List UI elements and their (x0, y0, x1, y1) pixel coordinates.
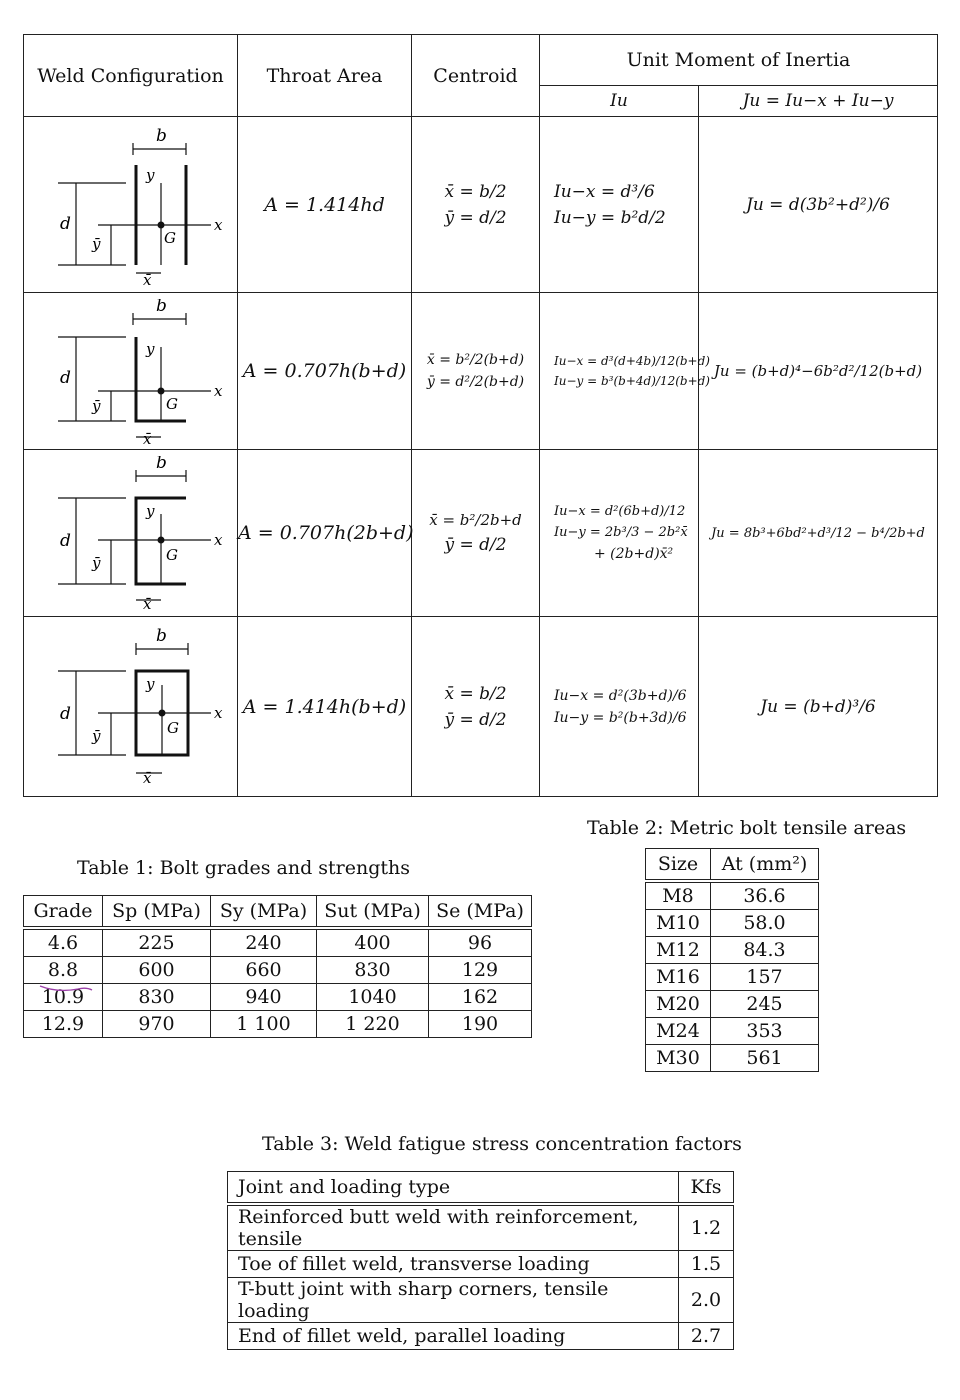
svg-text:y: y (145, 165, 154, 184)
header-unit-moment: Unit Moment of Inertia (540, 35, 938, 86)
diagram-c-weld (24, 450, 238, 617)
svg-text:x: x (213, 381, 222, 400)
t3-cell: T-butt joint with sharp corners, tensile loading (228, 1278, 679, 1323)
t2-cell: M8 (646, 881, 711, 910)
iuy-1: Iu−y = b²d/2 (554, 207, 666, 228)
t3-header-joint: Joint and loading type (228, 1172, 679, 1205)
svg-text:ȳ: ȳ (91, 396, 100, 415)
table-row (228, 1278, 734, 1323)
t2-cell: 84.3 (711, 937, 819, 964)
iu-2 (540, 293, 710, 450)
weld-diagram-2 (36, 299, 226, 444)
t1-cell: 225 (103, 928, 211, 957)
weld-diagram-4 (36, 627, 226, 787)
t2-cell: 36.6 (711, 881, 819, 910)
svg-text:y: y (145, 674, 154, 693)
t1-cell: 660 (211, 957, 317, 984)
table-row (24, 928, 532, 957)
centroid-x-1: x̄ = b/2 (444, 181, 507, 202)
t3-cell: Toe of fillet weld, transverse loading (228, 1251, 679, 1278)
table-row (228, 1204, 734, 1251)
t3-cell: 2.0 (679, 1278, 734, 1323)
t2-cell: M30 (646, 1045, 711, 1072)
ju-1: Ju = d(3b²+d²)/6 (699, 117, 938, 293)
svg-text:x̄: x̄ (142, 270, 151, 285)
subheader-ju: Ju = Iu−x + Iu−y (699, 86, 938, 117)
weld-header-row (24, 35, 938, 86)
iuy-2: Iu−y = b³(b+4d)/12(b+d) (554, 374, 710, 388)
t2-cell: M20 (646, 991, 711, 1018)
table3-header-row (228, 1172, 734, 1205)
t2-cell: 58.0 (711, 910, 819, 937)
table-row (228, 1323, 734, 1350)
t2-cell: M10 (646, 910, 711, 937)
throat-area-2: A = 0.707h(b+d) (238, 293, 412, 450)
header-throat-area: Throat Area (238, 35, 412, 117)
table-row (646, 964, 819, 991)
t1-cell: 940 (211, 984, 317, 1011)
t1-header-grade: Grade (24, 896, 103, 929)
iu-1 (540, 117, 699, 293)
table1-header-row (24, 896, 532, 929)
centroid-x-3: x̄ = b²/2b+d (429, 511, 522, 529)
t1-header-sut: Sut (MPa) (317, 896, 429, 929)
table-row (646, 991, 819, 1018)
t1-cell: 162 (429, 984, 532, 1011)
t1-header-sp: Sp (MPa) (103, 896, 211, 929)
weld-fatigue-table (227, 1171, 734, 1350)
ju-2: Ju = (b+d)⁴−6b²d²/12(b+d) (699, 293, 938, 450)
label-b: b (155, 125, 167, 146)
t1-cell: 12.9 (24, 1011, 103, 1038)
svg-text:d: d (59, 367, 71, 388)
centroid-x-4: x̄ = b/2 (444, 683, 507, 704)
t2-cell: 353 (711, 1018, 819, 1045)
svg-text:ȳ: ȳ (91, 553, 100, 572)
t1-cell: 400 (317, 928, 429, 957)
t2-cell: 561 (711, 1045, 819, 1072)
t1-cell: 129 (429, 957, 532, 984)
t3-cell: End of fillet weld, parallel loading (228, 1323, 679, 1350)
diagram-two-vertical-welds (24, 117, 238, 293)
t2-cell: M12 (646, 937, 711, 964)
centroid-4 (412, 617, 540, 797)
handwritten-underline-annotation (38, 982, 94, 994)
table-row (24, 957, 532, 984)
t1-cell: 830 (317, 957, 429, 984)
t1-cell: 1 100 (211, 1011, 317, 1038)
svg-text:b: b (155, 298, 167, 316)
t1-cell: 4.6 (24, 928, 103, 957)
table-row (228, 1251, 734, 1278)
t1-header-se: Se (MPa) (429, 896, 532, 929)
iuy-4: Iu−y = b²(b+3d)/6 (554, 709, 687, 726)
header-centroid: Centroid (412, 35, 540, 117)
centroid-2 (412, 293, 540, 450)
weld-diagram-3 (36, 456, 226, 611)
t3-cell: 1.2 (679, 1204, 734, 1251)
ju-3: Ju = 8b³+6bd²+d³/12 − b⁴/2b+d (699, 450, 938, 617)
svg-text:G: G (163, 228, 176, 247)
t2-cell: M24 (646, 1018, 711, 1045)
svg-text:x: x (213, 215, 222, 234)
t1-cell: 8.8 (24, 957, 103, 984)
t1-cell: 240 (211, 928, 317, 957)
svg-text:G: G (165, 545, 178, 564)
iu-3 (540, 450, 699, 617)
centroid-1 (412, 117, 540, 293)
centroid-y-2: ȳ = d²/2(b+d) (426, 374, 525, 390)
subheader-iu: Iu (540, 86, 699, 117)
iux-1: Iu−x = d³/6 (554, 181, 655, 202)
svg-text:ȳ: ȳ (91, 726, 100, 745)
centroid-y-4: ȳ = d/2 (444, 709, 507, 730)
t1-cell: 600 (103, 957, 211, 984)
header-weld-configuration: Weld Configuration (24, 35, 238, 117)
throat-area-4: A = 1.414h(b+d) (238, 617, 412, 797)
centroid-x-2: x̄ = b²/2(b+d) (426, 352, 525, 368)
ju-4: Ju = (b+d)³/6 (699, 617, 938, 797)
diagram-box-weld (24, 617, 238, 797)
throat-area-1: A = 1.414hd (238, 117, 412, 293)
svg-text:G: G (166, 718, 179, 737)
svg-text:x: x (213, 703, 222, 722)
iuy-3: Iu−y = 2b³/3 − 2b²x̄ (554, 525, 688, 540)
iu-4 (540, 617, 699, 797)
table1-caption: Table 1: Bolt grades and strengths (77, 857, 411, 879)
t1-cell: 1040 (317, 984, 429, 1011)
svg-text:b: b (155, 626, 167, 646)
t3-cell: Reinforced butt weld with reinforcement, tensile (228, 1204, 679, 1251)
t3-header-kfs: Kfs (679, 1172, 734, 1205)
iux-3: Iu−x = d²(6b+d)/12 (554, 504, 686, 519)
t1-cell: 190 (429, 1011, 532, 1038)
table2-caption: Table 2: Metric bolt tensile areas (587, 817, 907, 839)
t1-cell: 10.9 (24, 984, 103, 1011)
svg-text:x̄: x̄ (142, 594, 151, 611)
t3-cell: 2.7 (679, 1323, 734, 1350)
svg-text:b: b (155, 455, 167, 473)
svg-text:d: d (59, 213, 71, 234)
t1-header-sy: Sy (MPa) (211, 896, 317, 929)
iux-2: Iu−x = d³(d+4b)/12(b+d) (554, 354, 710, 368)
table-row (646, 937, 819, 964)
t2-cell: 157 (711, 964, 819, 991)
table-row (646, 910, 819, 937)
iux-4: Iu−x = d²(3b+d)/6 (554, 687, 687, 704)
svg-text:x: x (213, 530, 222, 549)
table-row (646, 881, 819, 910)
t2-cell: 245 (711, 991, 819, 1018)
table-row (646, 1018, 819, 1045)
centroid-y-3: ȳ = d/2 (444, 535, 507, 555)
t2-header-size: Size (646, 849, 711, 882)
weld-row-3 (24, 450, 938, 617)
svg-text:d: d (59, 530, 71, 551)
svg-text:G: G (165, 394, 178, 413)
svg-text:y: y (145, 501, 154, 520)
svg-text:x̄: x̄ (142, 429, 151, 444)
t3-cell: 1.5 (679, 1251, 734, 1278)
throat-area-3: A = 0.707h(2b+d) (238, 450, 412, 617)
t2-cell: M16 (646, 964, 711, 991)
weld-row-2 (24, 293, 938, 450)
weld-row-4 (24, 617, 938, 797)
centroid-y-1: ȳ = d/2 (444, 207, 507, 228)
table-row (24, 984, 532, 1011)
t1-cell: 1 220 (317, 1011, 429, 1038)
t1-cell: 970 (103, 1011, 211, 1038)
svg-text:d: d (59, 703, 71, 724)
table3-caption: Table 3: Weld fatigue stress concentration factors (262, 1133, 742, 1155)
diagram-l-weld (24, 293, 238, 450)
svg-text:y: y (145, 339, 154, 358)
bolt-grades-table (23, 895, 532, 1038)
bolt-tensile-areas-table (645, 848, 819, 1072)
t2-header-area: At (mm²) (711, 849, 819, 882)
weld-row-1 (24, 117, 938, 293)
svg-text:ȳ: ȳ (91, 234, 100, 253)
centroid-3 (412, 450, 540, 617)
weld-properties-table (23, 34, 938, 797)
weld-diagram-1 (36, 125, 226, 285)
iuy-3-cont: + (2b+d)x̄² (594, 546, 674, 562)
table-row (24, 1011, 532, 1038)
svg-text:x̄: x̄ (142, 768, 151, 787)
t1-cell: 830 (103, 984, 211, 1011)
t1-cell: 96 (429, 928, 532, 957)
table-row (646, 1045, 819, 1072)
table2-header-row (646, 849, 819, 882)
